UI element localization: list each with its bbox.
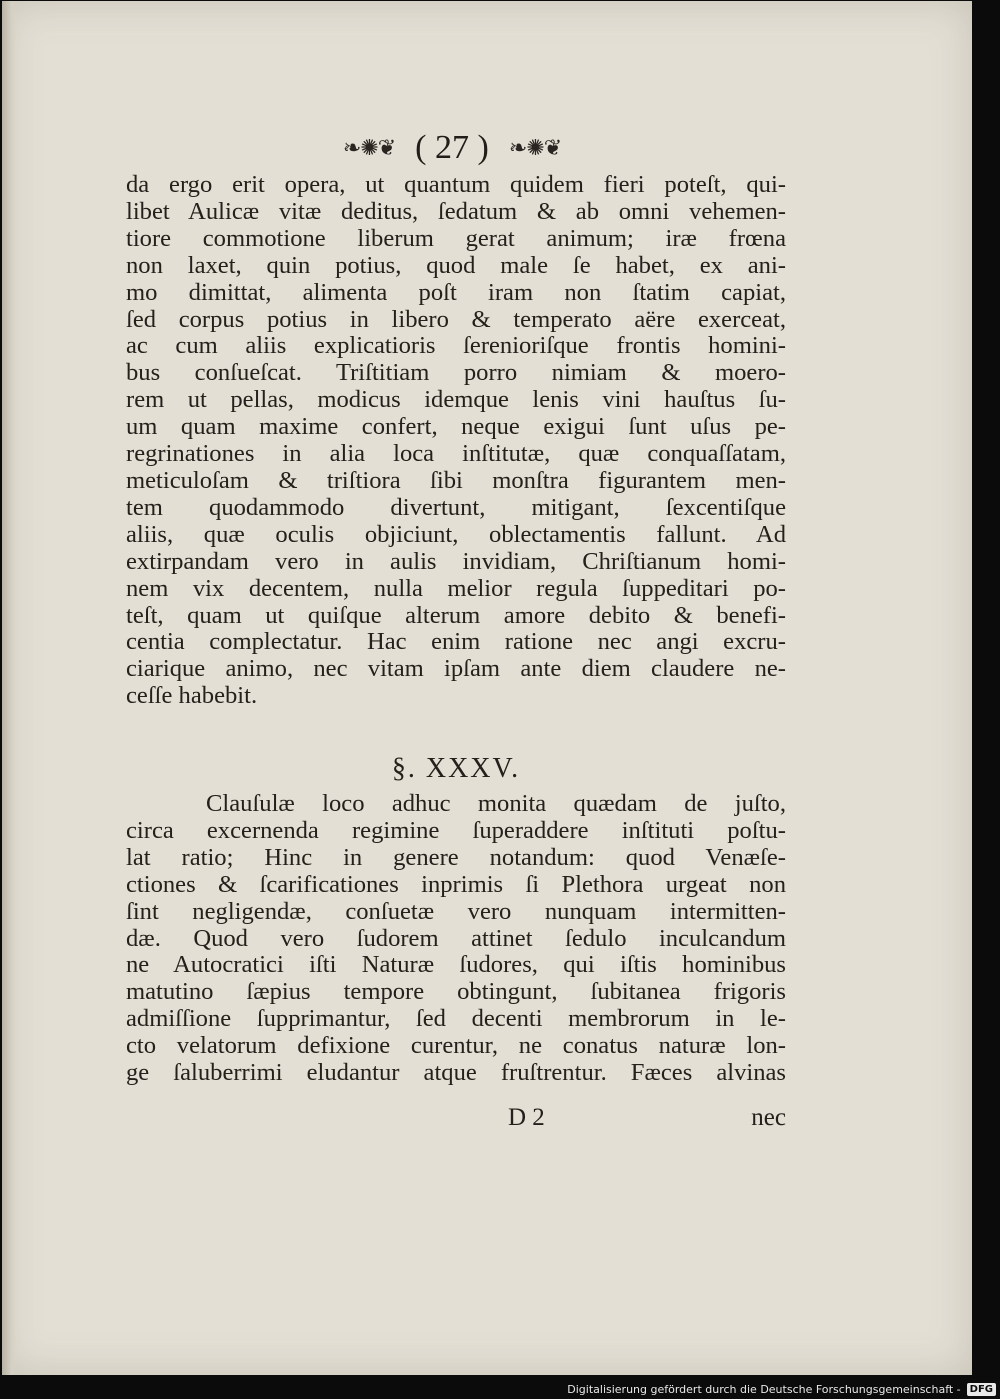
text-line: meticuloſam & triſtiora ſibi monſtra figurantem men-: [126, 466, 786, 494]
credit-text: Digitalisierung gefördert durch die Deutsche Forschungsgemeinschaft -: [567, 1382, 961, 1396]
page-footer: [126, 1104, 786, 1136]
section-heading: §. XXXV.: [391, 753, 521, 784]
text-line: Clauſulæ loco adhuc monita quædam de juſto,: [206, 790, 786, 817]
text-line: ceſſe habebit.: [126, 682, 258, 710]
text-line: ctiones & ſcarificationes inprimis ſi Plethora urgeat non: [126, 870, 786, 898]
text-line: aliis, quæ oculis objiciunt, oblectamentis fallunt. Ad: [126, 520, 786, 548]
text-line: ne Autocratici iſti Naturæ ſudores, qui iſtis hominibus: [126, 951, 786, 979]
text-line: non laxet, quin potius, quod male ſe habet, ex ani-: [126, 251, 786, 279]
text-line: lat ratio; Hinc in genere notandum: quod Venæſe-: [126, 843, 786, 871]
page-number: ( 27 ): [415, 129, 489, 166]
left-ornament-icon: ❧✺❦: [342, 135, 396, 161]
text-line: libet Aulicæ vitæ deditus, ſedatum & ab omni vehemen-: [126, 197, 786, 225]
text-line: ciarique animo, nec vitam ipſam ante diem claudere ne-: [126, 655, 786, 683]
text-line: extirpandam vero in aulis invidiam, Chriſtianum homi-: [126, 547, 786, 575]
text-line: ſed corpus potius in libero & temperato aëre exerceat,: [126, 305, 786, 333]
text-line: mo dimittat, alimenta poſt iram non ſtatim capiat,: [126, 278, 786, 306]
right-ornament-icon: ❧✺❦: [508, 135, 562, 161]
text-line: regrinationes in alia loca inſtitutæ, quæ conquaſſatam,: [126, 440, 786, 468]
text-line: circa excernenda regimine ſuperaddere inſtituti poſtu-: [126, 816, 786, 844]
text-line: ge ſaluberrimi eludantur atque fruſtrentur. Fæces alvinas: [126, 1059, 786, 1087]
text-line: tem quodammodo divertunt, mitigant, ſexcentiſque: [126, 493, 786, 521]
text-line: da ergo erit opera, ut quantum quidem fieri poteſt, qui-: [126, 171, 786, 198]
catchword: nec: [751, 1104, 786, 1131]
text-line: admiſſione ſupprimantur, ſed decenti membrorum in le-: [126, 1005, 786, 1033]
book-page: [2, 1, 972, 1375]
text-line: ſint negligendæ, conſuetæ vero nunquam intermitten-: [126, 897, 786, 925]
page-header: [317, 126, 587, 170]
text-line: nem vix decentem, nulla melior regula ſuppeditari po-: [126, 574, 786, 602]
text-line: centia complectatur. Hac enim ratione nec angi excru-: [126, 628, 786, 656]
text-line: matutino ſæpius tempore obtingunt, ſubitanea frigoris: [126, 978, 786, 1006]
page-gutter: [2, 1, 16, 1375]
text-line: um quam maxime confert, neque exigui ſunt uſus pe-: [126, 413, 786, 441]
paragraph-1: [126, 172, 786, 710]
text-line: rem ut pellas, modicus idemque lenis vini hauſtus ſu-: [126, 386, 786, 414]
signature-mark: D 2: [508, 1104, 545, 1131]
text-line: ac cum aliis explicatioris ſerenioriſque frontis homini-: [126, 332, 786, 360]
dfg-logo: DFG: [967, 1383, 996, 1396]
text-line: bus conſueſcat. Triſtitiam porro nimiam & moero-: [126, 359, 786, 387]
paragraph-2: [126, 791, 786, 1087]
text-line: cto velatorum defixione curentur, ne conatus naturæ lon-: [126, 1032, 786, 1060]
digitization-credit: [567, 1379, 1000, 1399]
text-line: tiore commotione liberum gerat animum; iræ frœna: [126, 224, 786, 252]
text-line: dæ. Quod vero ſudorem attinet ſedulo inculcandum: [126, 924, 786, 952]
text-line: teſt, quam ut quiſque alterum amore debito & benefi-: [126, 601, 786, 629]
